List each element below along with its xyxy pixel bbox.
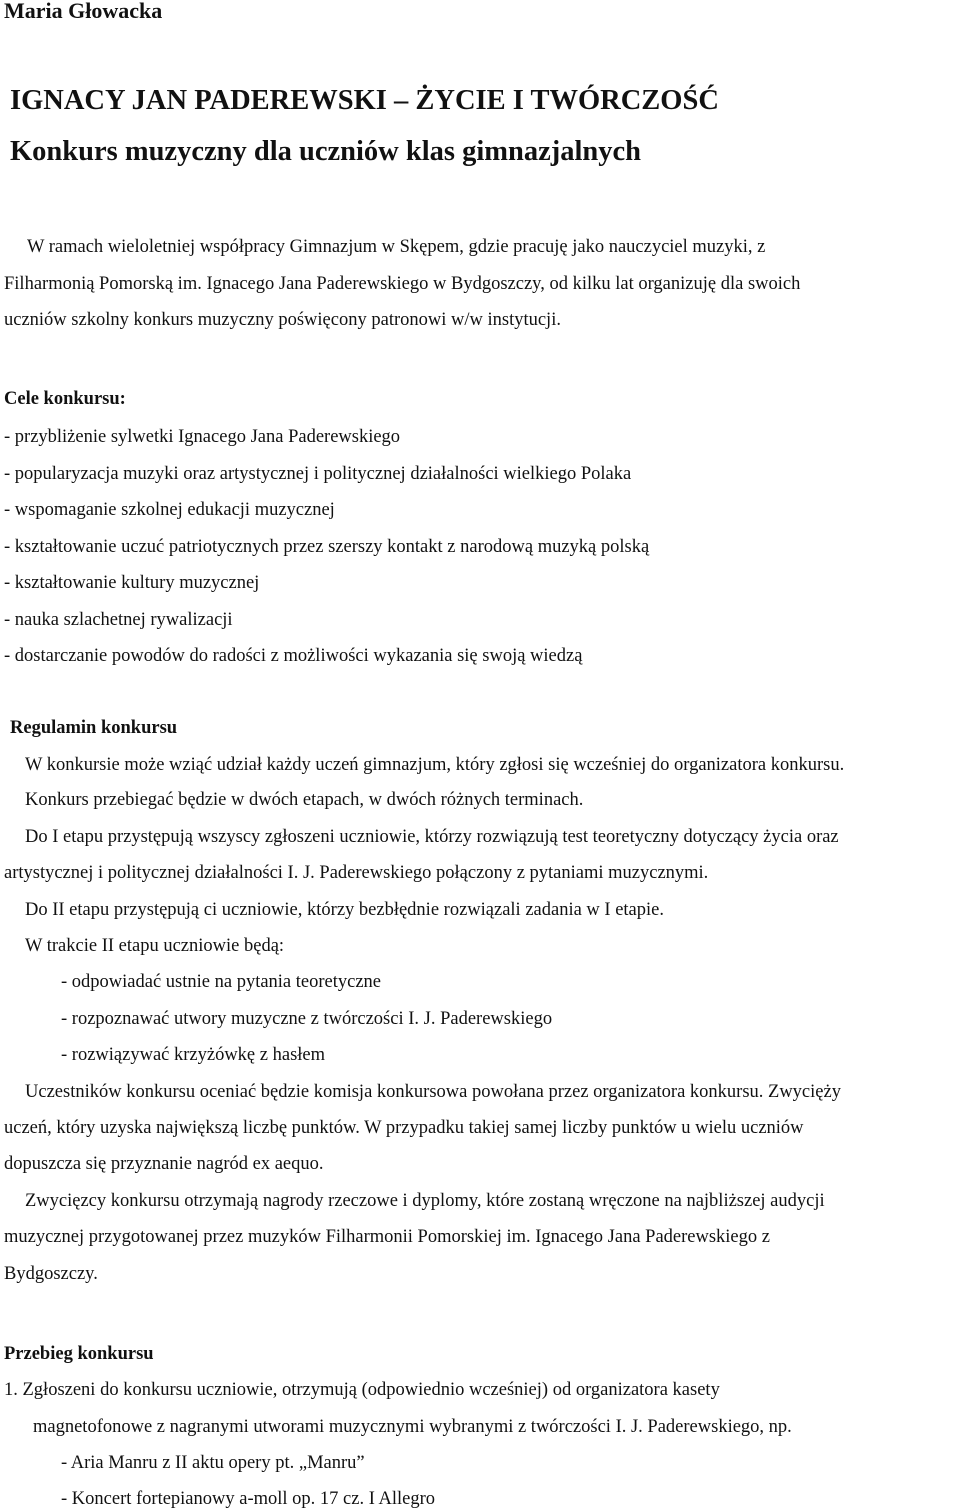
goal-item: - dostarczanie powodów do radości z możliwości wykazania się swoją wiedzą — [4, 646, 583, 666]
course-line: magnetofonowe z nagranymi utworami muzycznymi wybranymi z twórczości I. J. Paderewskiego, np. — [33, 1417, 792, 1437]
rules-heading: Regulamin konkursu — [10, 718, 178, 738]
rules-line: dopuszcza się przyznanie nagród ex aequo. — [4, 1154, 324, 1174]
course-line: 1. Zgłoszeni do konkursu uczniowie, otrzymują (odpowiednio wcześniej) od organizatora kasety — [4, 1380, 720, 1400]
rules-line: artystycznej i politycznej działalności I. J. Paderewskiego połączony z pytaniami muzycznymi. — [4, 863, 709, 883]
rules-line: Do II etapu przystępują ci uczniowie, którzy bezbłędnie rozwiązali zadania w I etapie. — [25, 900, 664, 920]
rules-line: uczeń, który uzyska największą liczbę punktów. W przypadku takiej samej liczby punktów u wielu uczniów — [4, 1118, 804, 1138]
rules-line: W konkursie może wziąć udział każdy uczeń gimnazjum, który zgłosi się wcześniej do organizatora konkursu. — [25, 755, 845, 775]
rules-line: Zwycięzcy konkursu otrzymają nagrody rzeczowe i dyplomy, które zostaną wręczone na najbliższej audycji — [25, 1191, 825, 1211]
goal-item: - kształtowanie kultury muzycznej — [4, 573, 260, 593]
goal-item: - popularyzacja muzyki oraz artystycznej i politycznej działalności wielkiego Polaka — [4, 464, 632, 484]
course-subitem: - Koncert fortepianowy a-moll op. 17 cz. I Allegro — [61, 1489, 435, 1509]
rules-subitem: - rozwiązywać krzyżówkę z hasłem — [61, 1045, 326, 1065]
course-subitem: - Aria Manru z II aktu opery pt. „Manru” — [61, 1453, 365, 1473]
goals-heading: Cele konkursu: — [4, 389, 126, 409]
document-subtitle: Konkurs muzyczny dla uczniów klas gimnazjalnych — [10, 136, 642, 167]
rules-line: muzycznej przygotowanej przez muzyków Filharmonii Pomorskiej im. Ignacego Jana Paderewskiego z — [4, 1227, 770, 1247]
goal-item: - kształtowanie uczuć patriotycznych przez szerszy kontakt z narodową muzyką polską — [4, 537, 650, 557]
goal-item: - przybliżenie sylwetki Ignacego Jana Paderewskiego — [4, 427, 401, 447]
rules-subitem: - odpowiadać ustnie na pytania teoretyczne — [61, 972, 382, 992]
document-title: IGNACY JAN PADEREWSKI – ŻYCIE I TWÓRCZOŚĆ — [10, 85, 719, 116]
goal-item: - nauka szlachetnej rywalizacji — [4, 610, 233, 630]
rules-line: Uczestników konkursu oceniać będzie komisja konkursowa powołana przez organizatora konkursu. Zwycięży — [25, 1082, 841, 1102]
rules-line: Do I etapu przystępują wszyscy zgłoszeni uczniowie, którzy rozwiązują test teoretyczny dotyczący życia oraz — [25, 827, 839, 847]
rules-line: Bydgoszczy. — [4, 1264, 98, 1284]
intro-line: Filharmonią Pomorską im. Ignacego Jana Paderewskiego w Bydgoszczy, od kilku lat organizuję dla swoich — [4, 274, 801, 294]
rules-subitem: - rozpoznawać utwory muzyczne z twórczości I. J. Paderewskiego — [61, 1009, 553, 1029]
goal-item: - wspomaganie szkolnej edukacji muzycznej — [4, 500, 335, 520]
intro-line: W ramach wieloletniej współpracy Gimnazjum w Skępem, gdzie pracuję jako nauczyciel muzyki, z — [27, 237, 766, 257]
course-heading: Przebieg konkursu — [4, 1344, 154, 1364]
author-name: Maria Głowacka — [4, 0, 163, 23]
intro-line: uczniów szkolny konkurs muzyczny poświęcony patronowi w/w instytucji. — [4, 310, 561, 330]
rules-line: W trakcie II etapu uczniowie będą: — [25, 936, 285, 956]
rules-line: Konkurs przebiegać będzie w dwóch etapach, w dwóch różnych terminach. — [25, 790, 584, 810]
